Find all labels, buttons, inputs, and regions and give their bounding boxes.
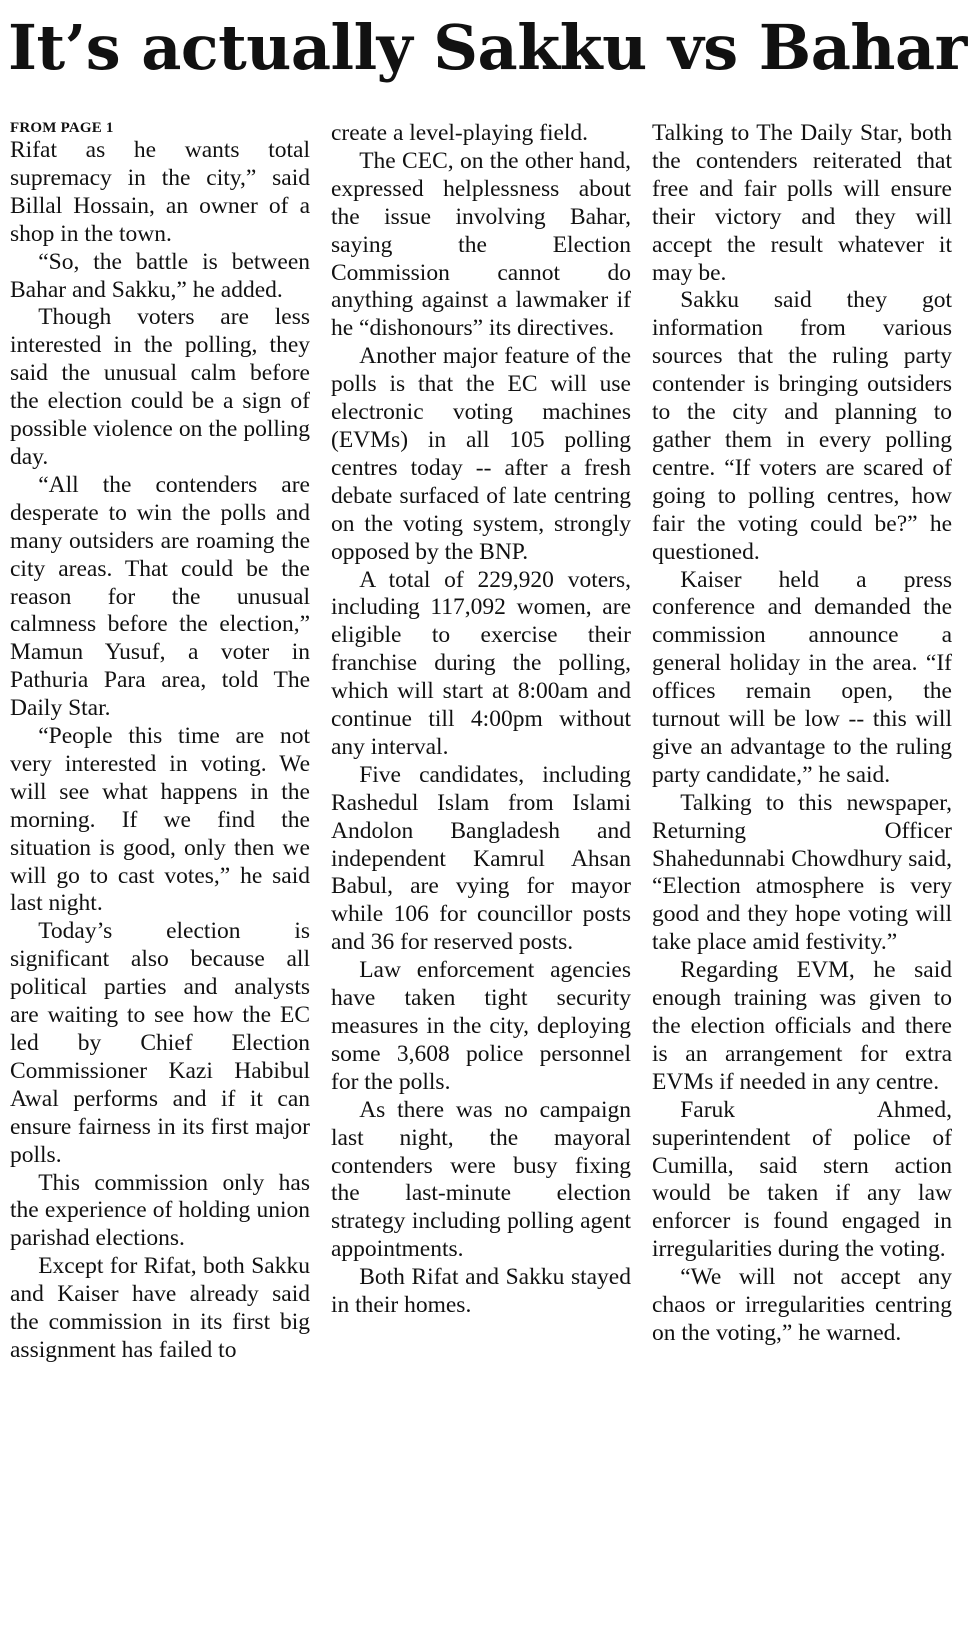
paragraph: “All the contenders are desperate to win the polls and many outsiders are roaming the city areas. That could be the reason for the unusual calmness before the election,” Mamun Yusuf, a voter in Pathuria Para area, told The Daily Star. bbox=[10, 471, 310, 722]
paragraph: Law enforcement agencies have taken tight security measures in the city, deploying some 3,608 police personnel for the polls. bbox=[331, 957, 631, 1095]
paragraph: A total of 229,920 voters, including 117,092 women, are eligible to exercise their franchise during the polling, which will start at 8:00am and continue till 4:00pm without any interval. bbox=[331, 566, 631, 760]
paragraph: Today’s election is significant also because all political parties and analysts are waiting to see how the EC led by Chief Election Commissioner Kazi Habibul Awal performs and if it can ensure fairness in its first major polls. bbox=[10, 918, 310, 1168]
paragraph: This commission only has the experience of holding union parishad elections. bbox=[10, 1169, 310, 1252]
paragraph: Talking to this newspaper, Returning Officer Shahedunnabi Chowdhury said, “Election atmosphere is very good and they hope voting will take place amid festivity.” bbox=[652, 789, 952, 956]
paragraph: “We will not accept any chaos or irregularities centring on the voting,” he warned. bbox=[652, 1264, 952, 1346]
headline: It’s actually Sakku vs Bahar bbox=[8, 11, 967, 84]
paragraph: Sakku said they got information from various sources that the ruling party contender is bringing outsiders to the city and planning to gather them in every polling centre. “If voters are scared of going to polling centres, how fair the voting could be?” he questioned. bbox=[652, 287, 952, 565]
paragraph: create a level-playing field. bbox=[331, 120, 589, 146]
paragraph: Kaiser held a press conference and demanded the commission announce a general holiday in the area. “If offices remain open, the turnout will be low -- this will give an advantage to the ruling party candidate,” he said. bbox=[652, 566, 952, 788]
paragraph: Talking to The Daily Star, both the contenders reiterated that free and fair polls will ensure their victory and they will accept the result whatever it may be. bbox=[652, 120, 952, 286]
paragraph: Faruk Ahmed, superintendent of police of Cumilla, said stern action would be taken if any law enforcer is found engaged in irregularities during the voting. bbox=[652, 1096, 952, 1263]
from-page-kicker: FROM PAGE 1 bbox=[10, 120, 114, 136]
article-column-2 bbox=[331, 120, 631, 1320]
paragraph: Regarding EVM, he said enough training was given to the election officials and there is an arrangement for extra EVMs if needed in any centre. bbox=[652, 957, 952, 1095]
paragraph: Five candidates, including Rashedul Islam from Islami Andolon Bangladesh and independent Kamrul Ahsan Babul, are vying for mayor while 106 for councillor posts and 36 for reserved posts. bbox=[331, 761, 631, 956]
paragraph: Both Rifat and Sakku stayed in their homes. bbox=[331, 1264, 631, 1319]
paragraph: Except for Rifat, both Sakku and Kaiser have already said the commission in its first big assignment has failed to bbox=[10, 1253, 310, 1363]
article-column-3 bbox=[652, 120, 952, 1348]
article-column-1 bbox=[10, 120, 310, 1365]
paragraph: “People this time are not very interested in voting. We will see what happens in the morning. If we find the situation is good, only then we will go to cast votes,” he said last night. bbox=[10, 723, 310, 917]
paragraph: As there was no campaign last night, the mayoral contenders were busy fixing the last-minute election strategy including polling agent appointments. bbox=[331, 1096, 631, 1263]
paragraph: “So, the battle is between Bahar and Sakku,” he added. bbox=[10, 248, 310, 303]
paragraph: The CEC, on the other hand, expressed helplessness about the issue involving Bahar, saying the Election Commission cannot do anything against a lawmaker if he “dishonours” its directives. bbox=[331, 147, 631, 342]
paragraph: Another major feature of the polls is that the EC will use electronic voting machines (EVMs) in all 105 polling centres today -- after a fresh debate surfaced of late centring on the voting system, strongly opposed by the BNP. bbox=[331, 343, 631, 565]
paragraph: Though voters are less interested in the polling, they said the unusual calm before the election could be a sign of possible violence on the polling day. bbox=[10, 304, 310, 470]
paragraph: Rifat as he wants total supremacy in the city,” said Billal Hossain, an owner of a shop in the town. bbox=[10, 137, 310, 247]
